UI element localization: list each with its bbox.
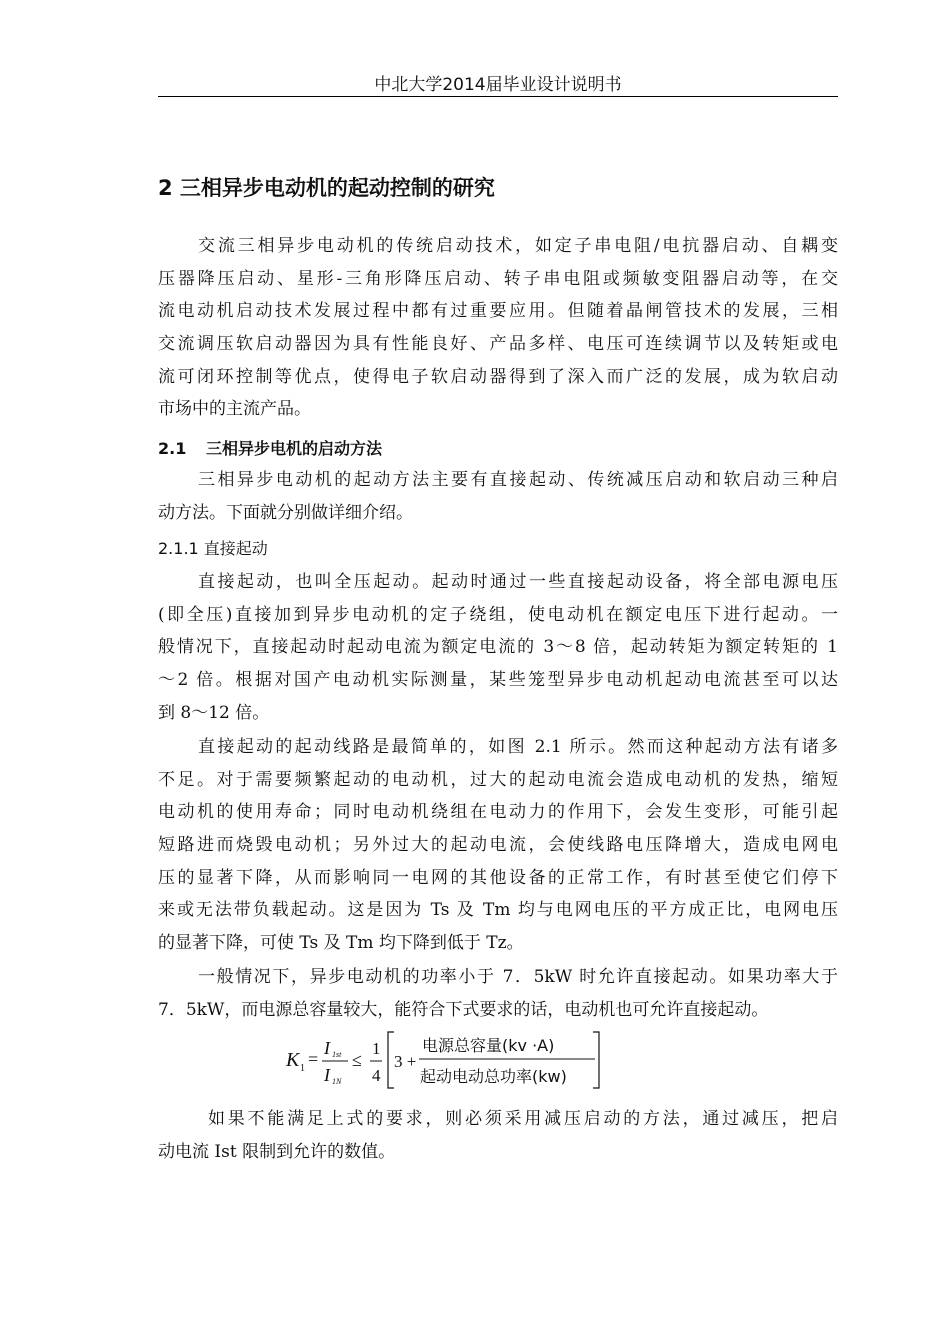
text-line: 不足。对于需要频繁起动的电动机，过大的起动电流会造成电动机的发热，缩短: [158, 769, 838, 790]
paragraph-conclusion: [158, 1103, 838, 1168]
text-line: 交流调压软启动器因为具有性能良好、产品多样、电压可连续调节以及转矩或电: [158, 334, 838, 355]
formula-three-plus: 3 +: [394, 1052, 417, 1071]
formula-k: K: [286, 1049, 300, 1071]
text-line: 如果不能满足上式的要求，则必须采用减压启动的方法，通过减压，把启: [208, 1109, 838, 1129]
text-line: 流电动机启动技术发展过程中都有过重要应用。但随着晶闸管技术的发展，三相: [158, 301, 838, 322]
text-line: 直接起动的起动线路是最简单的，如图 2.1 所示。然而这种起动方法有诸多: [198, 737, 838, 757]
formula-k-sub: 1: [300, 1063, 305, 1074]
paragraph-power-limit: [158, 961, 838, 1026]
formula-le: ≤: [352, 1050, 362, 1070]
text-line: 电动机的使用寿命；同时电动机绕组在电动力的作用下，会发生变形，可能引起: [158, 802, 838, 823]
paragraph-methods: [158, 464, 838, 529]
text-line: 市场中的主流产品。: [158, 399, 311, 420]
text-line: 来或无法带负载起动。这是因为 Ts 及 Tm 均与电网电压的平方成正比，电网电压: [158, 900, 838, 921]
text-line: 动电流 Ist 限制到允许的数值。: [158, 1141, 396, 1162]
formula-num-i: I: [324, 1038, 330, 1058]
paragraph-direct-start: [158, 566, 838, 729]
paragraph-intro: [158, 230, 838, 426]
text-line: 般情况下，直接起动时起动电流为额定电流的 3～8 倍，起动转矩为额定转矩的 1: [158, 637, 838, 658]
page-header-title: 中北大学2014届毕业设计说明书: [374, 75, 622, 95]
text-line: 三相异步电动机的起动方法主要有直接起动、传统减压启动和软启动三种启: [198, 470, 838, 490]
starting-current-formula: [282, 1030, 602, 1090]
formula-denominator: 起动电动总功率(kw): [420, 1067, 567, 1086]
section-title: 三相异步电机的启动方法: [206, 439, 383, 458]
formula-four: 4: [372, 1066, 381, 1085]
text-line: 压的显著下降，从而影响同一电网的其他设备的正常工作，有时甚至使它们停下: [158, 867, 838, 888]
formula-den-i: I: [324, 1065, 330, 1085]
formula-den-sub: 1N: [332, 1077, 342, 1086]
formula-right-bracket: [593, 1032, 599, 1088]
text-line: 直接起动，也叫全压起动。起动时通过一些直接起动设备，将全部电源电压: [198, 572, 838, 592]
subsection-heading: 2.1.1 直接起动: [158, 539, 268, 558]
text-line: 一般情况下，异步电动机的功率小于 7．5kW 时允许直接起动。如果功率大于: [198, 967, 838, 987]
section-heading: [158, 434, 382, 464]
text-line: 流可闭环控制等优点，使得电子软启动器得到了深入而广泛的发展，成为软启动: [158, 366, 838, 387]
text-line: (即全压)直接加到异步电动机的定子绕组，使电动机在额定电压下进行起动。一: [158, 604, 838, 625]
formula-numerator: 电源总容量(kv ·A): [422, 1036, 555, 1055]
formula-num-sub: 1st: [332, 1050, 342, 1059]
paragraph-drawbacks: [158, 731, 838, 960]
text-line: 短路进而烧毁电动机；另外过大的起动电流，会使线路电压降增大，造成电网电: [158, 835, 838, 856]
formula-equals: =: [308, 1049, 319, 1069]
text-line: ～2 倍。根据对国产电动机实际测量，某些笼型异步电动机起动电流甚至可以达: [158, 670, 838, 691]
section-number: 2.1: [158, 439, 187, 458]
formula-one: 1: [372, 1039, 381, 1058]
text-line: 7．5kW，而电源总容量较大，能符合下式要求的话，电动机也可允许直接起动。: [158, 999, 769, 1020]
text-line: 动方法。下面就分别做详细介绍。: [158, 502, 413, 523]
header-rule: [158, 96, 838, 97]
text-line: 交流三相异步电动机的传统启动技术，如定子串电阻/电抗器启动、自耦变: [198, 236, 838, 256]
text-line: 压器降压启动、星形-三角形降压启动、转子串电阻或频敏变阻器启动等，在交: [158, 268, 838, 289]
chapter-heading: 2 三相异步电动机的起动控制的研究: [158, 176, 495, 200]
text-line: 的显著下降，可使 Ts 及 Tm 均下降到低于 Tz。: [158, 933, 524, 954]
text-line: 到 8～12 倍。: [158, 702, 270, 723]
